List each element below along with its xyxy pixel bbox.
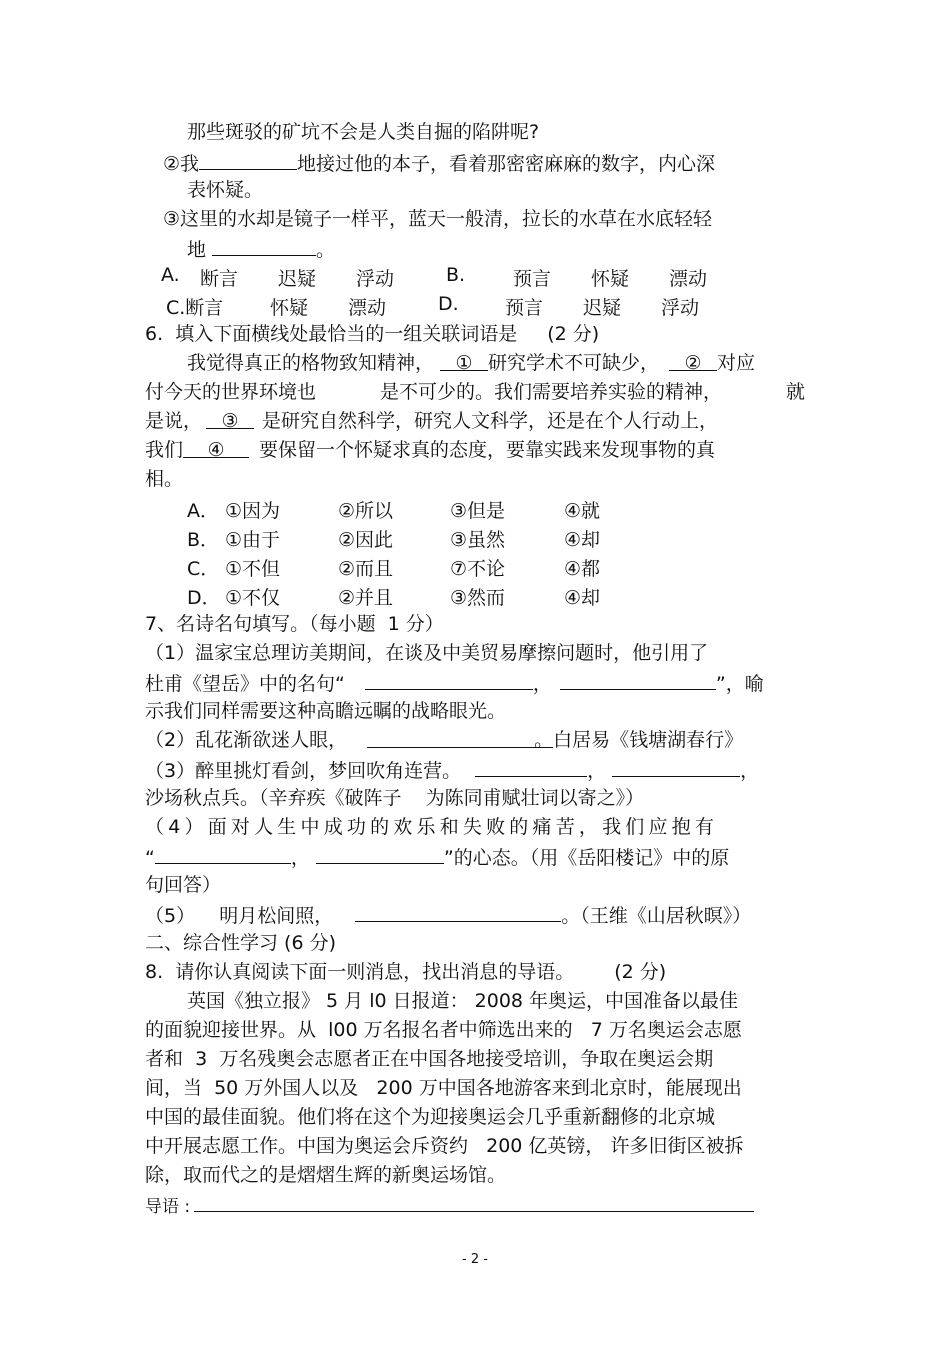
q5-option-c-label: C.断言 — [166, 297, 224, 319]
q6-passage-line2: 付今天的世界环境也 是不可少的。我们需要培养实验的精神， 就 — [145, 381, 805, 403]
q8-news-line5: 中国的最佳面貌。他们将在这个为迎接奥运会几乎重新翻修的北京城 — [145, 1106, 716, 1128]
q7-item5: （5） 明月松间照， 。（王维《山居秋暝》） — [145, 902, 751, 928]
q6-blank-1[interactable]: ① — [440, 351, 488, 371]
q5-blank-3[interactable] — [212, 236, 316, 256]
q6-score: (2 分) — [547, 323, 600, 345]
q6-blank-2[interactable]: ② — [669, 351, 717, 371]
q7-item3-line2: 沙场秋点兵。（辛弃疾《破阵子 为陈同甫赋壮词以寄之》） — [145, 787, 645, 809]
q6-passage-line1: 我觉得真正的格物致知精神， ① 研究学术不可缺少， ② 对应 — [187, 352, 756, 374]
q7-item4-line2: “ ， ”的心态。（用《岳阳楼记》中的原 — [145, 844, 729, 870]
page-number: - 2 - — [462, 1252, 488, 1267]
q6-passage-line4: 我们 ④ 要保留一个怀疑求真的态度，要靠实践来发现事物的真 — [145, 439, 716, 461]
q7-item1-line1: （1）温家宝总理访美期间，在谈及中美贸易摩擦问题时，他引用了 — [145, 642, 709, 664]
q6-passage-line5: 相。 — [145, 468, 184, 490]
q6-blank-4[interactable]: ④ — [183, 438, 249, 458]
q8-score: (2 分) — [614, 961, 667, 983]
q6-option-d[interactable]: D． ①不仅 ②并且 ③然而 ④却 — [187, 587, 601, 609]
q7-item4-line1: （4）面对人生中成功的欢乐和失败的痛苦，我们应抱有 — [145, 816, 719, 838]
q8-news-line6: 中开展志愿工作。中国为奥运会斥资约 200 亿英镑， 许多旧街区被拆 — [145, 1135, 744, 1157]
q8-news-line3: 者和 3 万名残奥会志愿者正在中国各地接受培训，争取在奥运会期 — [145, 1048, 714, 1070]
q8-lead-row — [145, 1192, 754, 1219]
q5-sentence3-line1: ③这里的水却是镜子一样平，蓝天一般清，拉长的水草在水底轻轻 — [163, 208, 713, 230]
q7-blank-3a[interactable] — [475, 757, 587, 777]
q7-item1-line3: 示我们同样需要这种高瞻远瞩的战略眼光。 — [145, 700, 507, 722]
q8-news-line4: 间，当 50 万外国人以及 200 万中国各地游客来到北京时，能展现出 — [145, 1077, 742, 1099]
q8-lead-answer-blank[interactable] — [194, 1192, 754, 1212]
q7-item3-line1: （3）醉里挑灯看剑，梦回吹角连营。 ， ， — [145, 757, 759, 783]
q5-option-d-label: D. — [438, 293, 459, 315]
q7-item2: （2）乱花渐欲迷人眼， 。白居易《钱塘湖春行》 — [145, 729, 744, 751]
q8-lead-label: 导语 : — [145, 1197, 191, 1217]
q7-blank-4a[interactable] — [155, 844, 291, 864]
q5-options-row1: A. 断言 迟疑 浮动 B. 预言 怀疑 漂动 — [161, 264, 708, 290]
q6-option-b[interactable]: B． ①由于 ②因此 ③虽然 ④却 — [187, 529, 601, 551]
q6-option-a[interactable]: A． ①因为 ②所以 ③但是 ④就 — [187, 500, 601, 522]
q8-news-line1: 英国《独立报》 5 月 l0 日报道： 2008 年奥运，中国准备以最佳 — [187, 990, 739, 1012]
q5-option-a-label: A. — [161, 264, 180, 286]
q7-item4-line3: 句回答） — [145, 874, 222, 896]
section-2-heading: 二、综合性学习 (6 分) — [145, 932, 336, 954]
q5-sentence1-end: 那些斑驳的矿坑不会是人类自掘的陷阱呢? — [187, 121, 540, 143]
q5-sentence3-line2: 地 。 — [187, 236, 335, 262]
q7-blank-1a[interactable] — [365, 670, 533, 690]
q5-option-b-label: B. — [446, 264, 466, 286]
q8-news-line2: 的面貌迎接世界。从 l00 万名报名者中筛选出来的 7 万名奥运会志愿 — [145, 1019, 742, 1041]
q5-options-row2: C.断言 怀疑 漂动 D. 预言 迟疑 浮动 — [166, 293, 700, 319]
q8-news-line7: 除，取而代之的是熠熠生辉的新奥运场馆。 — [145, 1164, 507, 1186]
q7-title: 7、名诗名句填写。（每小题 1 分） — [145, 613, 444, 635]
q7-blank-1b[interactable] — [560, 670, 716, 690]
q5-sentence2-line1: ②我 地接过他的本子，看着那密密麻麻的数字，内心深 — [163, 150, 715, 176]
q8-title: 8. 请你认真阅读下面一则消息，找出消息的导语。 (2 分) — [145, 961, 667, 983]
q5-blank-2[interactable] — [199, 150, 297, 170]
q6-option-c[interactable]: C． ①不但 ②而且 ⑦不论 ④都 — [187, 558, 601, 580]
q7-blank-4b[interactable] — [316, 844, 444, 864]
q7-blank-5[interactable] — [355, 902, 561, 922]
q6-passage-line3: 是说， ③ 是研究自然科学，研究人文科学，还是在个人行动上， — [145, 410, 719, 432]
q6-blank-3[interactable]: ③ — [206, 409, 254, 429]
q6-title: 6. 填入下面横线处最恰当的一组关联词语是 (2 分) — [145, 323, 600, 345]
q5-sentence2-line2: 表怀疑。 — [187, 179, 264, 201]
q7-blank-2[interactable]: 。 — [367, 728, 553, 748]
q7-item1-line2: 杜甫《望岳》中的名句“ ， ”，喻 — [145, 670, 764, 696]
q7-blank-3b[interactable] — [612, 757, 740, 777]
